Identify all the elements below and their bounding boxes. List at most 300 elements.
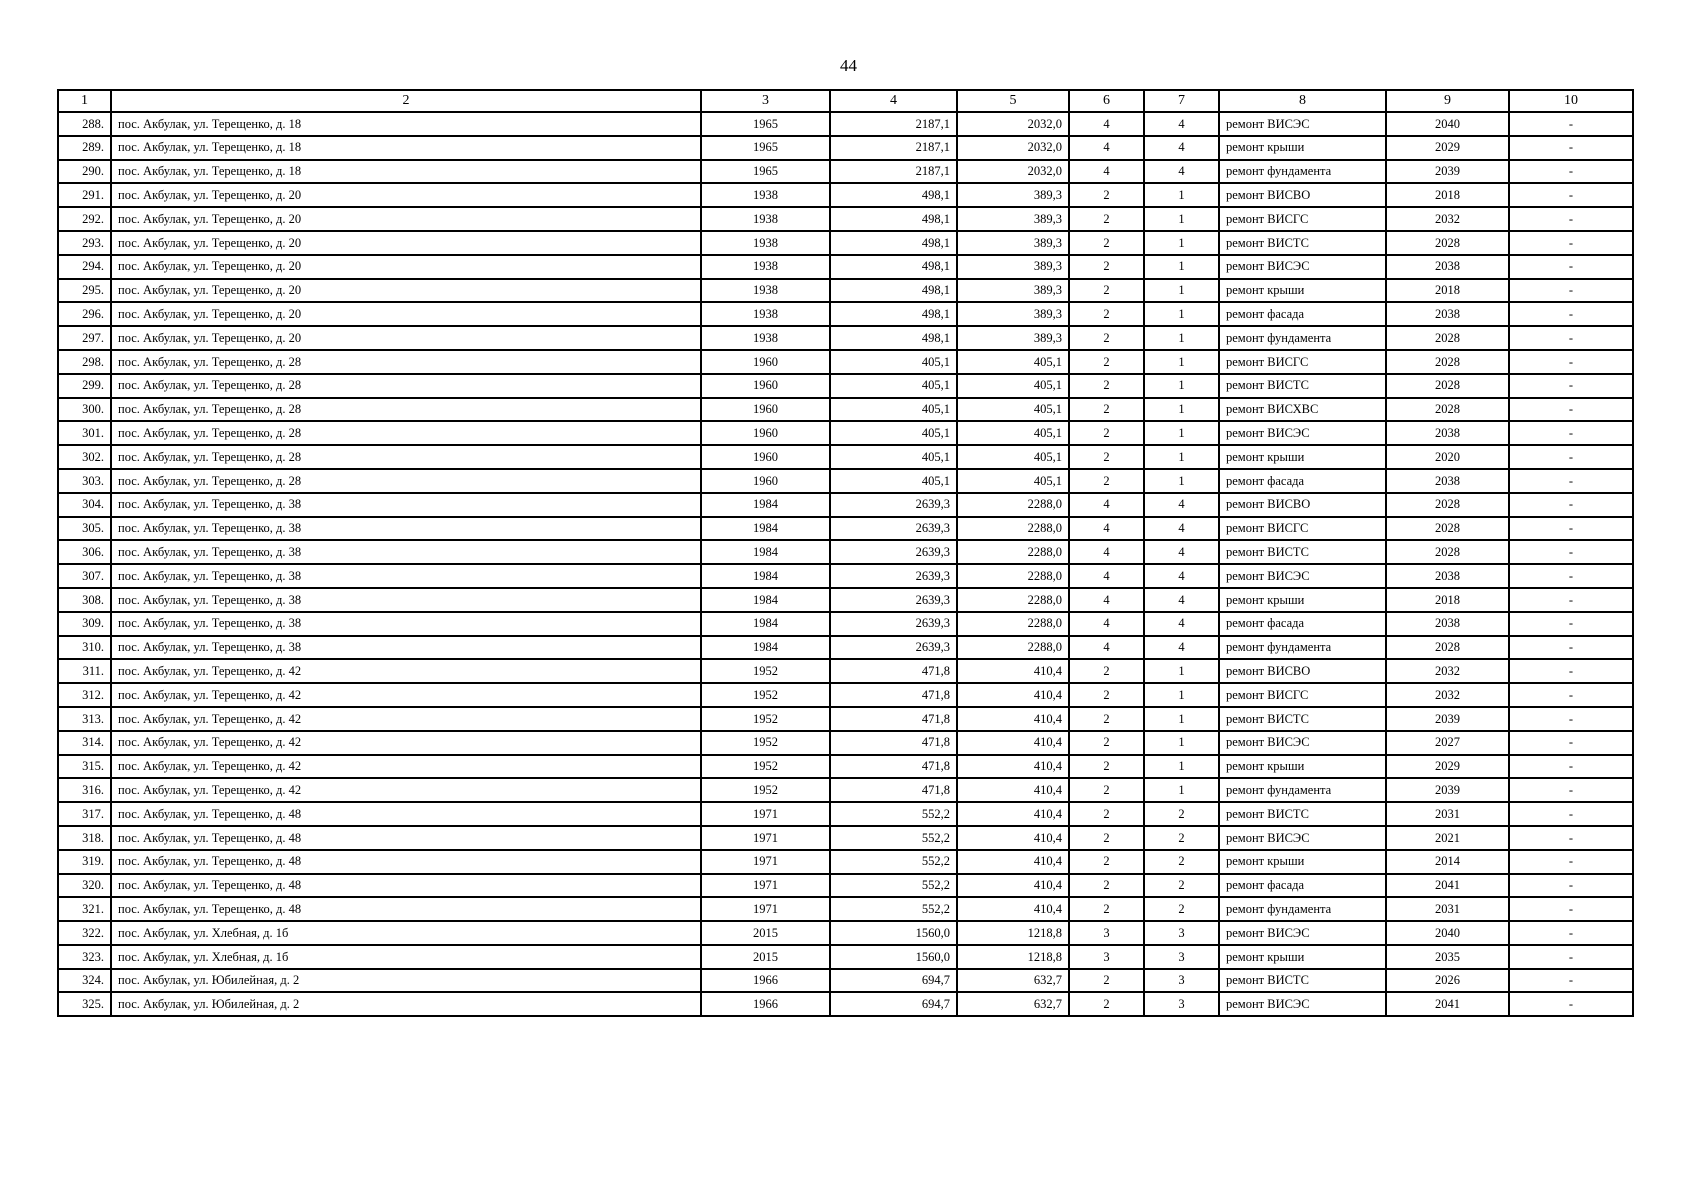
living-area-cell: 405,1 [957,445,1069,469]
planned-year-cell: 2040 [1386,112,1509,136]
address-cell: пос. Акбулак, ул. Терещенко, д. 28 [111,398,701,422]
address-cell: пос. Акбулак, ул. Терещенко, д. 38 [111,588,701,612]
entrances-cell: 4 [1144,112,1219,136]
total-area-cell: 2187,1 [830,160,957,184]
planned-year-cell: 2028 [1386,540,1509,564]
table-row [58,231,1633,255]
floors-cell: 4 [1069,136,1144,160]
total-area-cell: 2639,3 [830,588,957,612]
table-row [58,493,1633,517]
note-cell: - [1509,897,1633,921]
year-built-cell: 1971 [701,826,830,850]
table-row [58,659,1633,683]
note-cell: - [1509,374,1633,398]
year-built-cell: 1966 [701,992,830,1016]
floors-cell: 2 [1069,778,1144,802]
year-built-cell: 1938 [701,326,830,350]
table-row [58,636,1633,660]
address-cell: пос. Акбулак, ул. Терещенко, д. 42 [111,778,701,802]
row-number-cell: 307. [58,564,111,588]
entrances-cell: 2 [1144,802,1219,826]
living-area-cell: 389,3 [957,231,1069,255]
note-cell: - [1509,588,1633,612]
work-type-cell: ремонт ВИСЭС [1219,826,1386,850]
living-area-cell: 410,4 [957,778,1069,802]
planned-year-cell: 2028 [1386,374,1509,398]
address-cell: пос. Акбулак, ул. Терещенко, д. 38 [111,636,701,660]
planned-year-cell: 2031 [1386,802,1509,826]
row-number-cell: 301. [58,421,111,445]
entrances-cell: 1 [1144,255,1219,279]
row-number-cell: 324. [58,969,111,993]
year-built-cell: 1984 [701,588,830,612]
entrances-cell: 4 [1144,160,1219,184]
note-cell: - [1509,707,1633,731]
total-area-cell: 405,1 [830,350,957,374]
row-number-cell: 297. [58,326,111,350]
total-area-cell: 552,2 [830,826,957,850]
planned-year-cell: 2032 [1386,207,1509,231]
note-cell: - [1509,874,1633,898]
living-area-cell: 410,4 [957,826,1069,850]
entrances-cell: 1 [1144,469,1219,493]
table-row [58,707,1633,731]
floors-cell: 2 [1069,707,1144,731]
living-area-cell: 2032,0 [957,136,1069,160]
entrances-cell: 2 [1144,897,1219,921]
column-header-1: 1 [58,90,111,112]
row-number-cell: 321. [58,897,111,921]
year-built-cell: 1971 [701,802,830,826]
planned-year-cell: 2026 [1386,969,1509,993]
floors-cell: 2 [1069,279,1144,303]
row-number-cell: 317. [58,802,111,826]
note-cell: - [1509,112,1633,136]
year-built-cell: 1971 [701,850,830,874]
note-cell: - [1509,612,1633,636]
address-cell: пос. Акбулак, ул. Терещенко, д. 38 [111,540,701,564]
note-cell: - [1509,969,1633,993]
work-type-cell: ремонт крыши [1219,445,1386,469]
entrances-cell: 1 [1144,279,1219,303]
row-number-cell: 305. [58,517,111,541]
living-area-cell: 632,7 [957,969,1069,993]
planned-year-cell: 2018 [1386,183,1509,207]
total-area-cell: 2187,1 [830,136,957,160]
address-cell: пос. Акбулак, ул. Терещенко, д. 42 [111,659,701,683]
year-built-cell: 1984 [701,564,830,588]
page-number: 44 [840,56,857,75]
work-type-cell: ремонт ВИСЭС [1219,255,1386,279]
row-number-cell: 313. [58,707,111,731]
row-number-cell: 290. [58,160,111,184]
year-built-cell: 1971 [701,874,830,898]
work-type-cell: ремонт ВИСТС [1219,969,1386,993]
work-type-cell: ремонт крыши [1219,945,1386,969]
total-area-cell: 2639,3 [830,612,957,636]
planned-year-cell: 2018 [1386,279,1509,303]
planned-year-cell: 2020 [1386,445,1509,469]
year-built-cell: 1960 [701,421,830,445]
year-built-cell: 1960 [701,469,830,493]
address-cell: пос. Акбулак, ул. Терещенко, д. 42 [111,707,701,731]
year-built-cell: 1938 [701,279,830,303]
floors-cell: 2 [1069,969,1144,993]
total-area-cell: 405,1 [830,374,957,398]
planned-year-cell: 2038 [1386,421,1509,445]
total-area-cell: 471,8 [830,707,957,731]
table-row [58,755,1633,779]
work-type-cell: ремонт фасада [1219,612,1386,636]
note-cell: - [1509,659,1633,683]
note-cell: - [1509,517,1633,541]
column-header-5: 5 [957,90,1069,112]
note-cell: - [1509,160,1633,184]
address-cell: пос. Акбулак, ул. Терещенко, д. 38 [111,493,701,517]
entrances-cell: 4 [1144,517,1219,541]
note-cell: - [1509,207,1633,231]
row-number-cell: 289. [58,136,111,160]
floors-cell: 4 [1069,564,1144,588]
planned-year-cell: 2035 [1386,945,1509,969]
note-cell: - [1509,992,1633,1016]
table-row [58,421,1633,445]
work-type-cell: ремонт крыши [1219,588,1386,612]
year-built-cell: 1965 [701,136,830,160]
work-type-cell: ремонт ВИСГС [1219,517,1386,541]
total-area-cell: 694,7 [830,992,957,1016]
address-cell: пос. Акбулак, ул. Терещенко, д. 48 [111,802,701,826]
note-cell: - [1509,231,1633,255]
year-built-cell: 1938 [701,207,830,231]
planned-year-cell: 2038 [1386,302,1509,326]
living-area-cell: 410,4 [957,707,1069,731]
note-cell: - [1509,683,1633,707]
living-area-cell: 410,4 [957,802,1069,826]
work-type-cell: ремонт крыши [1219,755,1386,779]
address-cell: пос. Акбулак, ул. Терещенко, д. 42 [111,731,701,755]
work-type-cell: ремонт ВИСЭС [1219,731,1386,755]
floors-cell: 2 [1069,421,1144,445]
note-cell: - [1509,326,1633,350]
year-built-cell: 1938 [701,255,830,279]
row-number-cell: 294. [58,255,111,279]
year-built-cell: 1984 [701,493,830,517]
living-area-cell: 389,3 [957,279,1069,303]
table-row [58,279,1633,303]
note-cell: - [1509,255,1633,279]
address-cell: пос. Акбулак, ул. Терещенко, д. 38 [111,612,701,636]
planned-year-cell: 2038 [1386,612,1509,636]
entrances-cell: 4 [1144,636,1219,660]
entrances-cell: 1 [1144,398,1219,422]
year-built-cell: 1952 [701,683,830,707]
floors-cell: 2 [1069,350,1144,374]
row-number-cell: 293. [58,231,111,255]
address-cell: пос. Акбулак, ул. Терещенко, д. 20 [111,231,701,255]
work-type-cell: ремонт ВИСВО [1219,493,1386,517]
entrances-cell: 1 [1144,302,1219,326]
total-area-cell: 694,7 [830,969,957,993]
column-header-7: 7 [1144,90,1219,112]
row-number-cell: 298. [58,350,111,374]
entrances-cell: 1 [1144,683,1219,707]
living-area-cell: 410,4 [957,874,1069,898]
row-number-cell: 291. [58,183,111,207]
row-number-cell: 311. [58,659,111,683]
note-cell: - [1509,636,1633,660]
work-type-cell: ремонт фундамента [1219,778,1386,802]
work-type-cell: ремонт ВИСТС [1219,707,1386,731]
total-area-cell: 498,1 [830,231,957,255]
floors-cell: 4 [1069,112,1144,136]
planned-year-cell: 2021 [1386,826,1509,850]
floors-cell: 2 [1069,826,1144,850]
living-area-cell: 2032,0 [957,160,1069,184]
row-number-cell: 295. [58,279,111,303]
year-built-cell: 1952 [701,778,830,802]
total-area-cell: 498,1 [830,255,957,279]
table-row [58,826,1633,850]
row-number-cell: 306. [58,540,111,564]
table-row [58,588,1633,612]
entrances-cell: 1 [1144,707,1219,731]
table-row [58,136,1633,160]
planned-year-cell: 2041 [1386,992,1509,1016]
note-cell: - [1509,755,1633,779]
work-type-cell: ремонт ВИСХВС [1219,398,1386,422]
floors-cell: 2 [1069,469,1144,493]
year-built-cell: 1952 [701,707,830,731]
planned-year-cell: 2028 [1386,350,1509,374]
table-row [58,302,1633,326]
living-area-cell: 389,3 [957,255,1069,279]
work-type-cell: ремонт ВИСГС [1219,350,1386,374]
entrances-cell: 4 [1144,564,1219,588]
year-built-cell: 1984 [701,636,830,660]
row-number-cell: 323. [58,945,111,969]
living-area-cell: 405,1 [957,469,1069,493]
floors-cell: 3 [1069,921,1144,945]
address-cell: пос. Акбулак, ул. Терещенко, д. 42 [111,755,701,779]
planned-year-cell: 2041 [1386,874,1509,898]
table-body [58,112,1633,1016]
planned-year-cell: 2038 [1386,564,1509,588]
planned-year-cell: 2039 [1386,778,1509,802]
floors-cell: 2 [1069,659,1144,683]
note-cell: - [1509,826,1633,850]
planned-year-cell: 2038 [1386,469,1509,493]
work-type-cell: ремонт фундамента [1219,326,1386,350]
work-type-cell: ремонт ВИСЭС [1219,921,1386,945]
table-row [58,564,1633,588]
work-type-cell: ремонт ВИСТС [1219,374,1386,398]
address-cell: пос. Акбулак, ул. Юбилейная, д. 2 [111,969,701,993]
address-cell: пос. Акбулак, ул. Терещенко, д. 28 [111,445,701,469]
floors-cell: 2 [1069,897,1144,921]
work-type-cell: ремонт крыши [1219,279,1386,303]
table-row [58,469,1633,493]
table-row [58,802,1633,826]
total-area-cell: 405,1 [830,469,957,493]
floors-cell: 4 [1069,612,1144,636]
note-cell: - [1509,493,1633,517]
floors-cell: 4 [1069,517,1144,541]
planned-year-cell: 2028 [1386,231,1509,255]
year-built-cell: 1952 [701,659,830,683]
address-cell: пос. Акбулак, ул. Терещенко, д. 48 [111,874,701,898]
address-cell: пос. Акбулак, ул. Терещенко, д. 48 [111,897,701,921]
table-row [58,540,1633,564]
living-area-cell: 405,1 [957,374,1069,398]
table-row [58,350,1633,374]
table-row [58,897,1633,921]
living-area-cell: 2288,0 [957,493,1069,517]
total-area-cell: 2639,3 [830,564,957,588]
row-number-cell: 320. [58,874,111,898]
work-type-cell: ремонт фасада [1219,469,1386,493]
work-type-cell: ремонт ВИСЭС [1219,564,1386,588]
address-cell: пос. Акбулак, ул. Терещенко, д. 48 [111,826,701,850]
floors-cell: 2 [1069,183,1144,207]
note-cell: - [1509,136,1633,160]
living-area-cell: 410,4 [957,683,1069,707]
note-cell: - [1509,421,1633,445]
planned-year-cell: 2039 [1386,707,1509,731]
planned-year-cell: 2032 [1386,659,1509,683]
floors-cell: 2 [1069,398,1144,422]
row-number-cell: 316. [58,778,111,802]
living-area-cell: 410,4 [957,731,1069,755]
year-built-cell: 1938 [701,183,830,207]
floors-cell: 2 [1069,992,1144,1016]
address-cell: пос. Акбулак, ул. Терещенко, д. 28 [111,469,701,493]
year-built-cell: 1965 [701,160,830,184]
living-area-cell: 2288,0 [957,612,1069,636]
entrances-cell: 3 [1144,945,1219,969]
entrances-cell: 2 [1144,826,1219,850]
year-built-cell: 1960 [701,398,830,422]
address-cell: пос. Акбулак, ул. Терещенко, д. 28 [111,374,701,398]
year-built-cell: 1952 [701,731,830,755]
work-type-cell: ремонт ВИСВО [1219,659,1386,683]
row-number-cell: 300. [58,398,111,422]
living-area-cell: 410,4 [957,755,1069,779]
address-cell: пос. Акбулак, ул. Терещенко, д. 20 [111,302,701,326]
total-area-cell: 2639,3 [830,540,957,564]
table-row [58,921,1633,945]
entrances-cell: 4 [1144,612,1219,636]
total-area-cell: 2639,3 [830,517,957,541]
entrances-cell: 2 [1144,874,1219,898]
note-cell: - [1509,802,1633,826]
note-cell: - [1509,731,1633,755]
floors-cell: 4 [1069,636,1144,660]
total-area-cell: 1560,0 [830,921,957,945]
entrances-cell: 1 [1144,755,1219,779]
floors-cell: 2 [1069,874,1144,898]
entrances-cell: 1 [1144,778,1219,802]
entrances-cell: 1 [1144,659,1219,683]
living-area-cell: 1218,8 [957,921,1069,945]
planned-year-cell: 2028 [1386,517,1509,541]
total-area-cell: 2639,3 [830,493,957,517]
planned-year-cell: 2040 [1386,921,1509,945]
row-number-cell: 322. [58,921,111,945]
address-cell: пос. Акбулак, ул. Терещенко, д. 28 [111,421,701,445]
living-area-cell: 2288,0 [957,588,1069,612]
total-area-cell: 552,2 [830,850,957,874]
work-type-cell: ремонт ВИСТС [1219,231,1386,255]
table-row [58,992,1633,1016]
column-header-4: 4 [830,90,957,112]
note-cell: - [1509,564,1633,588]
year-built-cell: 1960 [701,445,830,469]
living-area-cell: 2288,0 [957,564,1069,588]
work-type-cell: ремонт ВИСТС [1219,540,1386,564]
floors-cell: 4 [1069,493,1144,517]
total-area-cell: 471,8 [830,778,957,802]
address-cell: пос. Акбулак, ул. Терещенко, д. 20 [111,326,701,350]
address-cell: пос. Акбулак, ул. Терещенко, д. 38 [111,564,701,588]
entrances-cell: 2 [1144,850,1219,874]
table-row [58,160,1633,184]
floors-cell: 2 [1069,802,1144,826]
note-cell: - [1509,921,1633,945]
address-cell: пос. Акбулак, ул. Хлебная, д. 1б [111,921,701,945]
entrances-cell: 1 [1144,445,1219,469]
floors-cell: 2 [1069,302,1144,326]
address-cell: пос. Акбулак, ул. Терещенко, д. 20 [111,183,701,207]
table-row [58,445,1633,469]
column-header-10: 10 [1509,90,1633,112]
table-row [58,778,1633,802]
total-area-cell: 2639,3 [830,636,957,660]
work-type-cell: ремонт ВИСВО [1219,183,1386,207]
total-area-cell: 498,1 [830,279,957,303]
address-cell: пос. Акбулак, ул. Терещенко, д. 18 [111,112,701,136]
year-built-cell: 1952 [701,755,830,779]
work-type-cell: ремонт фасада [1219,302,1386,326]
entrances-cell: 4 [1144,588,1219,612]
row-number-cell: 312. [58,683,111,707]
entrances-cell: 4 [1144,136,1219,160]
planned-year-cell: 2028 [1386,326,1509,350]
planned-year-cell: 2039 [1386,160,1509,184]
address-cell: пос. Акбулак, ул. Терещенко, д. 18 [111,160,701,184]
entrances-cell: 1 [1144,326,1219,350]
year-built-cell: 1984 [701,612,830,636]
living-area-cell: 410,4 [957,897,1069,921]
total-area-cell: 552,2 [830,897,957,921]
work-type-cell: ремонт фундамента [1219,160,1386,184]
column-header-2: 2 [111,90,701,112]
work-type-cell: ремонт фасада [1219,874,1386,898]
work-type-cell: ремонт ВИСГС [1219,683,1386,707]
planned-year-cell: 2029 [1386,755,1509,779]
table-row [58,326,1633,350]
floors-cell: 4 [1069,588,1144,612]
row-number-cell: 299. [58,374,111,398]
row-number-cell: 303. [58,469,111,493]
total-area-cell: 471,8 [830,755,957,779]
row-number-cell: 308. [58,588,111,612]
total-area-cell: 405,1 [830,398,957,422]
note-cell: - [1509,540,1633,564]
year-built-cell: 1971 [701,897,830,921]
living-area-cell: 2032,0 [957,112,1069,136]
planned-year-cell: 2027 [1386,731,1509,755]
